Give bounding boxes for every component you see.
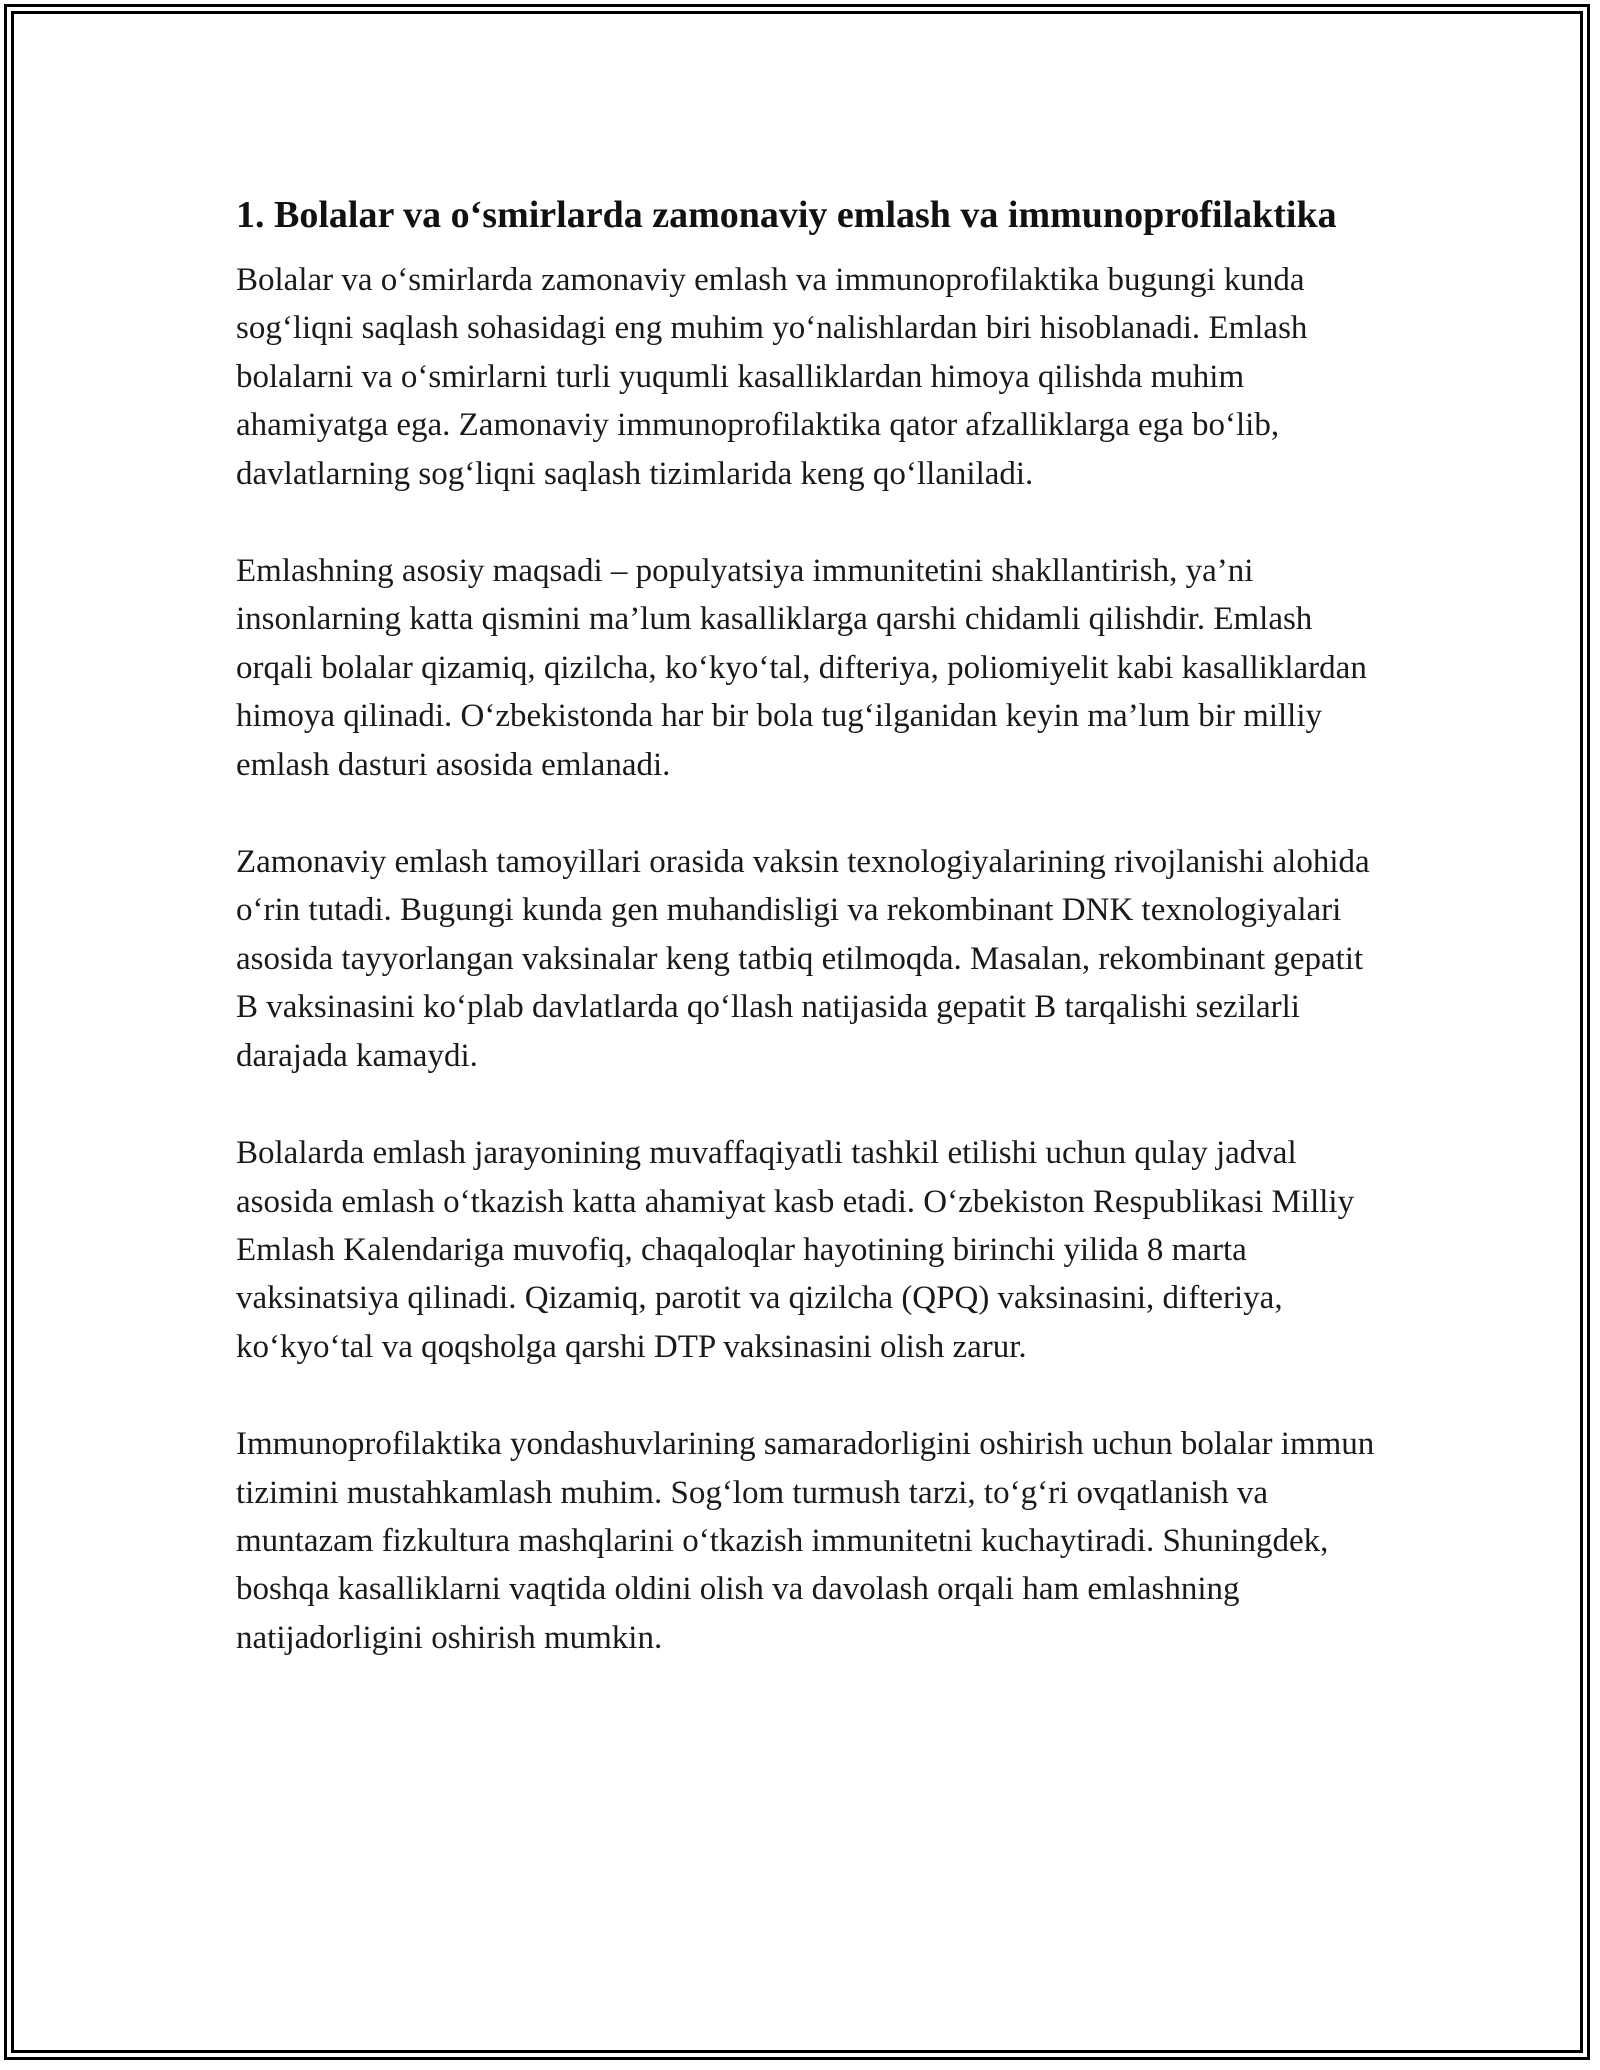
paragraph-vaccination-schedule: Bolalarda emlash jarayonining muvaffaqiyatli tashkil etilishi uchun qulay jadval asosida emlash o‘tkazish katta ahamiyat kasb etadi. O‘zbekiston Respublikasi Milliy Emlash Kalendariga muvofiq, chaqaloqlar hayotining birinchi yilida 8 marta vaksinatsiya qilinadi. Qizamiq, parotit va qizilcha (QPQ) vaksinasini, difteriya, ko‘kyo‘tal va qoqsholga qarshi DTP vaksinasini olish zarur.: [236, 1135, 1355, 1365]
paragraph-vaccine-technology: Zamonaviy emlash tamoyillari orasida vaksin texnologiyalarining rivojlanishi alohida o‘rin tutadi. Bugungi kunda gen muhandisligi va rekombinant DNK texnologiyalari asosida tayyorlangan vaksinalar keng tatbiq etilmoqda. Masalan, rekombinant gepatit B vaksinasini ko‘plab davlatlarda qo‘llash natijasida gepatit B tarqalishi sezilarli darajada kamaydi.: [236, 844, 1370, 1074]
paragraph-introduction: Bolalar va o‘smirlarda zamonaviy emlash va immunoprofilaktika bugungi kunda sog‘liqni saqlash sohasidagi eng muhim yo‘nalishlardan biri hisoblanadi. Emlash bolalarni va o‘smirlarni turli yuqumli kasalliklardan himoya qilishda muhim ahamiyatga ega. Zamonaviy immunoprofilaktika qator afzalliklarga ega bo‘lib, davlatlarning sog‘liqni saqlash tizimlarida keng qo‘llaniladi.: [236, 262, 1308, 492]
paragraph-main-goal: Emlashning asosiy maqsadi – populyatsiya immunitetini shakllantirish, ya’ni insonlarning katta qismini ma’lum kasalliklarga qarshi chidamli qilishdir. Emlash orqali bolalar qizamiq, qizilcha, ko‘kyo‘tal, difteriya, poliomiyelit kabi kasalliklardan himoya qilinadi. O‘zbekistonda har bir bola tug‘ilganidan keyin ma’lum bir milliy emlash dasturi asosida emlanadi.: [236, 553, 1367, 783]
section-heading: 1. Bolalar va o‘smirlarda zamonaviy emlash va immunoprofilaktika: [236, 194, 1337, 236]
paragraph-immune-strengthening: Immunoprofilaktika yondashuvlarining samaradorligini oshirish uchun bolalar immun tizimini mustahkamlash muhim. Sog‘lom turmush tarzi, to‘g‘ri ovqatlanish va muntazam fizkultura mashqlarini o‘tkazish immunitetni kuchaytiradi. Shuningdek, boshqa kasalliklarni vaqtida oldini olish va davolash orqali ham emlashning natijadorligini oshirish mumkin.: [236, 1426, 1375, 1656]
document-body: [236, 188, 1376, 1711]
